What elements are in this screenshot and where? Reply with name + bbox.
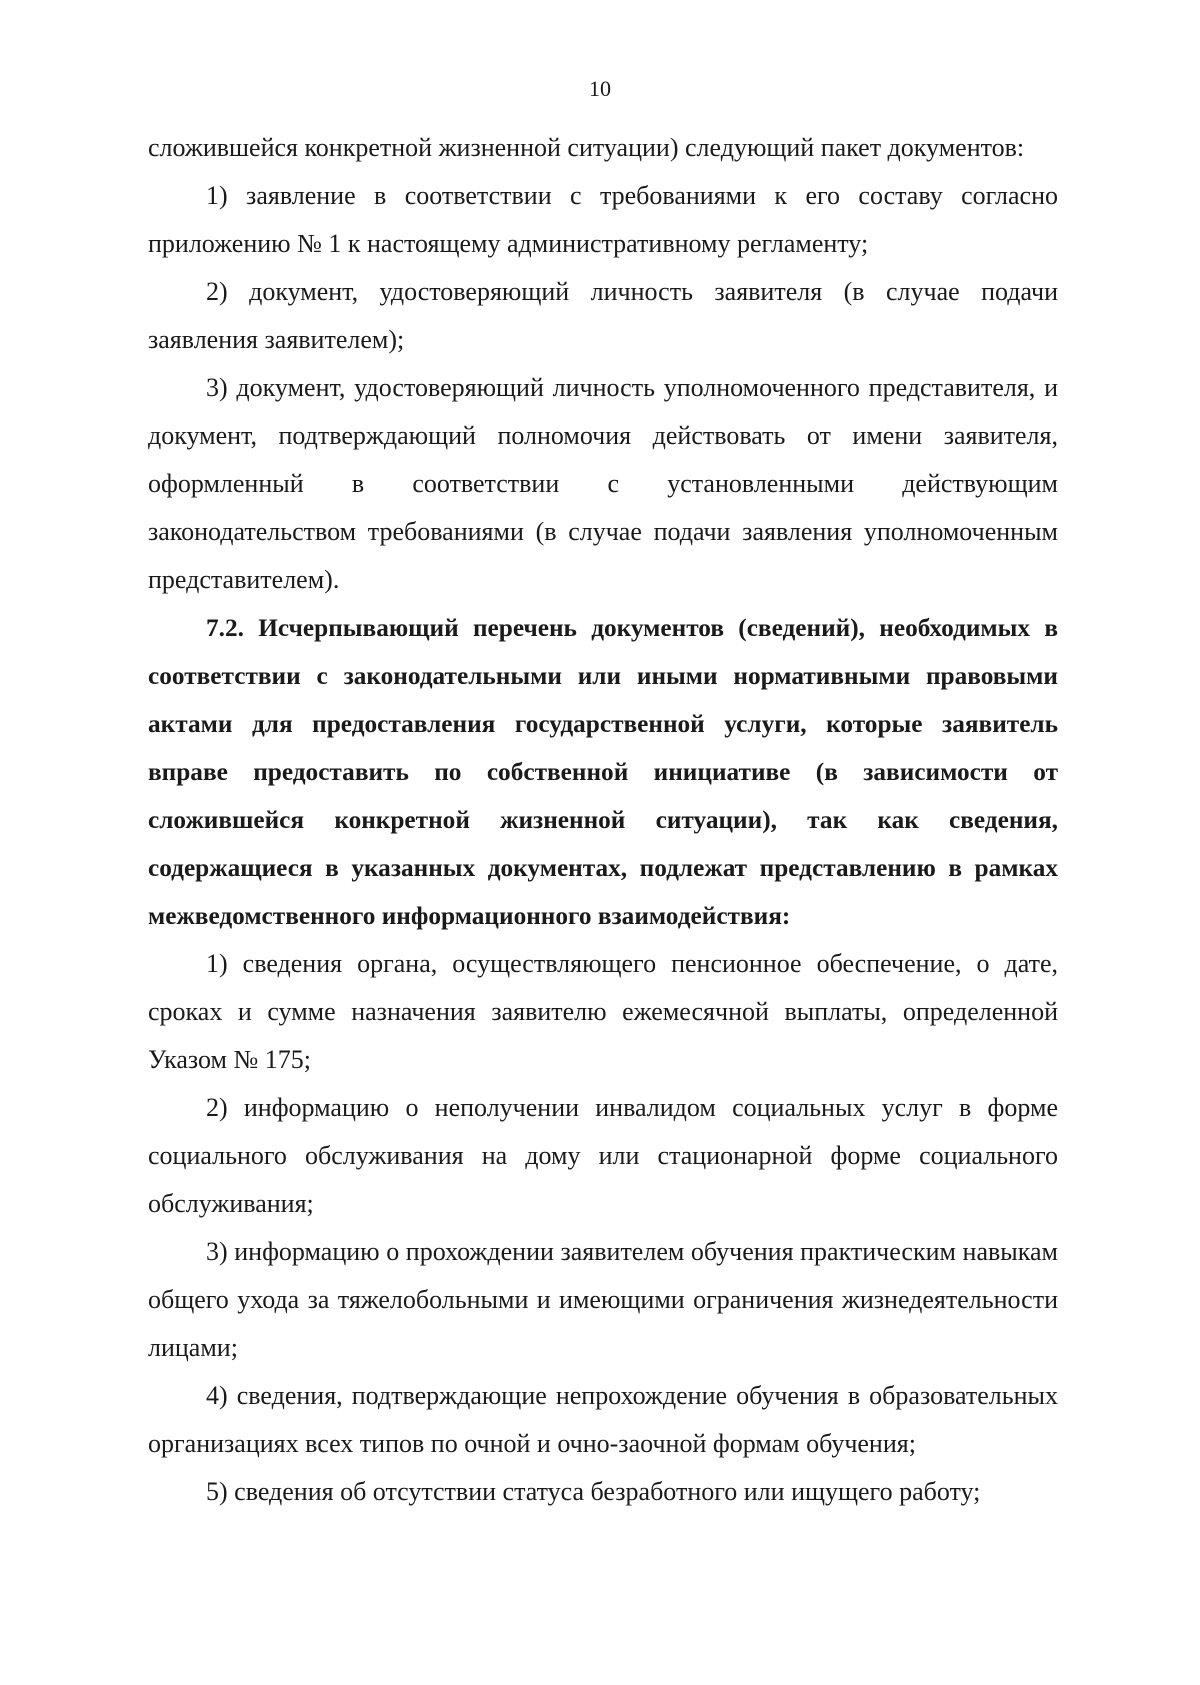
paragraph-continuation: сложившейся конкретной жизненной ситуации) следующий пакет документов:	[148, 133, 1025, 162]
list-item-social-services: 2) информацию о неполучении инвалидом социальных услуг в форме социального обслуживания на дому или стационарной форме социального обслуживания;	[148, 1093, 1058, 1218]
list-item-care-training: 3) информацию о прохождении заявителем обучения практическим навыкам общего ухода за тяжелобольными и имеющими ограничения жизнедеятельности лицами;	[148, 1237, 1058, 1362]
list-item-application: 1) заявление в соответствии с требованиями к его составу согласно приложению № 1 к настоящему административному регламенту;	[148, 181, 1058, 258]
document-body	[148, 124, 1058, 1516]
list-item-pension-info: 1) сведения органа, осуществляющего пенсионное обеспечение, о дате, сроках и сумме назначения заявителю ежемесячной выплаты, определенной Указом № 175;	[148, 949, 1058, 1074]
page-number: 10	[589, 76, 611, 101]
list-item-education: 4) сведения, подтверждающие непрохождение обучения в образовательных организациях всех типов по очной и очно-заочной формам обучения;	[148, 1381, 1058, 1458]
list-item-unemployment: 5) сведения об отсутствии статуса безработного или ищущего работу;	[206, 1477, 981, 1506]
section-heading-7-2: 7.2. Исчерпывающий перечень документов (сведений), необходимых в соответствии с законодательными или иными нормативными правовыми актами для предоставления государственной услуги, которые заявитель вправе предоставить по собственной инициативе (в зависимости от сложившейся конкретной жизненной ситуации), так как сведения, содержащиеся в указанных документах, подлежат представлению в рамках межведомственного информационного взаимодействия:	[148, 614, 1058, 930]
list-item-representative-id: 3) документ, удостоверяющий личность уполномоченного представителя, и документ, подтверждающий полномочия действовать от имени заявителя, оформленный в соответствии с установленными действующим законодательством требованиями (в случае подачи заявления уполномоченным представителем).	[148, 373, 1058, 594]
list-item-applicant-id: 2) документ, удостоверяющий личность заявителя (в случае подачи заявления заявителем);	[148, 277, 1058, 354]
